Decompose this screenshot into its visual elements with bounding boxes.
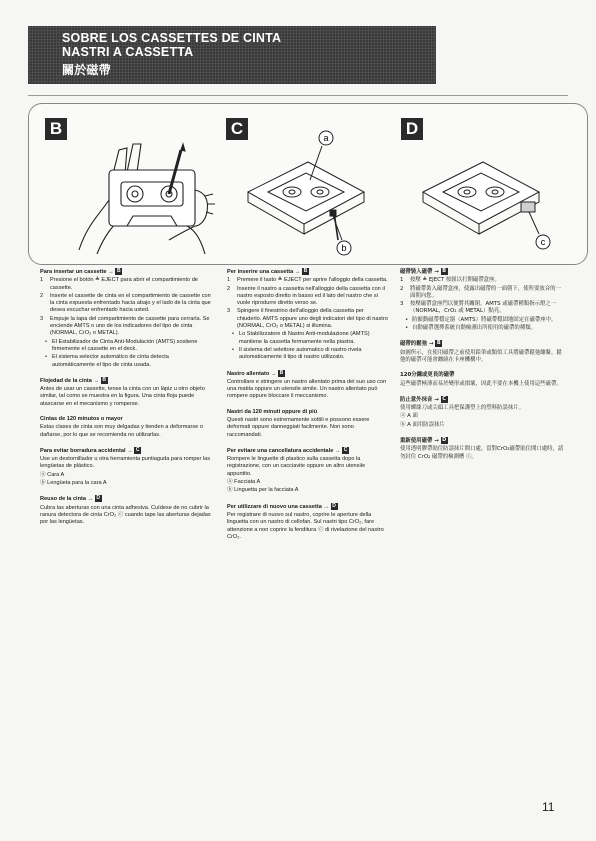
section-120min bbox=[227, 409, 389, 439]
title-spanish: SOBRE LOS CASSETTES DE CINTA bbox=[62, 31, 282, 45]
section-insert bbox=[400, 268, 566, 332]
list-item: 3 Empuje la tapa del compartimiento de cassette para cerrarla. Se enciende AMTS o uno de los indicadores del tipo de cinta (NORMAL, CrO₂ o METAL). bbox=[40, 315, 210, 337]
svg-text:b: b bbox=[341, 243, 347, 253]
paragraph: 使用螺絲刀或尖頭工具把保護塑上的塑料防誤抹片。 bbox=[400, 405, 524, 412]
header-divider bbox=[28, 95, 568, 96]
section-heading: Flojedad de la cinta → B bbox=[40, 376, 106, 384]
legend-b: ⓑ Linguetta per la facciata A bbox=[227, 487, 299, 494]
paragraph: 這些磁帶極薄而易於變形或損壞，因此不要在本機上使用這些磁帶。 bbox=[400, 380, 562, 387]
figure-label-b: B bbox=[45, 118, 67, 140]
legend-b: ⓑ A 面用防誤抹片 bbox=[400, 421, 445, 428]
list-item: 1 按壓 ≜ EJECT 按鈕以打開磁帶盒座。 bbox=[400, 277, 500, 284]
paragraph: Cubra las aberturas con una cinta adhesiva. Cuídese de no cubrir la ranura detectora de cinta CrO₂ ⓒ cuando tape las aberturas dejadas por las lengüetas. bbox=[40, 504, 211, 526]
figure-d-cover-openings bbox=[409, 122, 569, 262]
paragraph: Rompere le linguette di plastico sulla cassetta dopo la registrazione, con un cacciavite oppure un altro utensile appuntito. bbox=[227, 456, 366, 477]
list-item: 2 Inserire il nastro a cassetta nell'alloggio della cassetta con il nastro esposto diretto in basso ed il lato del nastro che si vuole riprodurre diretto verso se. bbox=[227, 285, 385, 307]
list-item: 1 Premere il tasto ≜ EJECT per aprire l'alloggio della cassetta. bbox=[227, 277, 388, 284]
paragraph: 使用透明膠帶貼住防誤抹片開口處。當對CrO₂磁帶貼住開口處時，請勿封住 CrO₂ 磁帶的檢測槽 ⓒ。 bbox=[400, 446, 564, 460]
paragraph: 如圖所示，在使用磁帶之前使用鉛筆或類似工具將磁帶鬆弛繃緊。鬆弛的磁帶可能會纏繞在卡座機構中。 bbox=[400, 349, 562, 363]
paragraph: Controllare e stringere un nastro allentato prima del suo uso con una matita oppure un utensile simile. Un nastro allentato può rompere oppure bloccare il meccanismo. bbox=[227, 378, 387, 400]
section-heading: Nastro allentato → B bbox=[227, 369, 284, 377]
list-item: 3 按壓磁帶盒座門以便將其關閉。AMTS 或磁帶種類指示燈之一（NORMAL，CrO₂ 或 METAL）點亮。 bbox=[400, 301, 557, 315]
column-chinese bbox=[400, 268, 566, 469]
svg-text:c: c bbox=[540, 237, 546, 247]
page-number: 11 bbox=[542, 800, 555, 814]
section-reuse bbox=[40, 495, 212, 526]
bullet-item: • Il sistema del selettore automatico di nastro rivela automaticamente il tipo di nastro utilizzato. bbox=[227, 347, 389, 362]
bullet-item: • El sistema selector automático de cinta detecta automáticamente el tipo de cinta usada. bbox=[40, 354, 212, 369]
paragraph: Antes de usar un cassette, tense la cinta con un lápiz u otro objeto similar, tal como se muestra en la figura. Una cinta floja puede atascarse en el mecanismo y romperse. bbox=[40, 386, 205, 407]
section-heading: Reuso de la cinta → D bbox=[40, 495, 101, 503]
svg-text:a: a bbox=[323, 133, 329, 143]
column-spanish bbox=[40, 268, 212, 535]
section-heading: Nastri da 120 minuti oppure di più bbox=[227, 408, 318, 415]
paragraph: Use un destornillador u otra herramienta puntiaguda para romper las lengüetas de plástico. bbox=[40, 456, 211, 470]
column-italian bbox=[227, 268, 389, 549]
list-item: 1 Presione el botón ≜ EJECT para abrir el compartimiento de cassette. bbox=[40, 277, 198, 291]
section-heading: Per utilizzare di nuovo una cassetta → D bbox=[227, 502, 336, 510]
section-heading: 重新使用磁帶 → D bbox=[400, 437, 447, 445]
section-120min bbox=[40, 416, 212, 439]
section-insert bbox=[227, 268, 389, 362]
section-erase bbox=[40, 447, 212, 487]
header-banner bbox=[28, 26, 436, 84]
bullet-item: • 防顫動磁帶穩定器（AMTS）將磁帶穩固地固定在磁帶座中。 bbox=[400, 317, 566, 324]
bullet-item: • Lo Stabilizzatore di Nastro Anti-modulazione (AMTS) mantiene la cassetta fermamente nella piastra. bbox=[227, 331, 389, 346]
section-reuse bbox=[400, 437, 566, 461]
callout-a bbox=[319, 131, 333, 145]
callout-c bbox=[536, 235, 550, 249]
section-heading: 防止意外抹音 → C bbox=[400, 395, 446, 403]
section-heading: 磁帶的鬆弛 → B bbox=[400, 340, 441, 348]
bullet-item: • El Estabilizador de Cinta Anti-Modulación (AMTS) sostiene firmemente el cassette en el deck. bbox=[40, 339, 212, 354]
legend-a: ⓐ Facciata A bbox=[227, 479, 261, 486]
section-slack bbox=[40, 377, 212, 408]
legend-a: ⓐ A 面 bbox=[400, 413, 418, 420]
callout-b bbox=[337, 241, 351, 255]
section-insert bbox=[40, 268, 212, 369]
section-slack bbox=[400, 340, 566, 364]
section-heading: Para evitar borradura accidental → C bbox=[40, 446, 140, 454]
section-erase bbox=[400, 396, 566, 429]
section-erase bbox=[227, 447, 389, 495]
section-heading: Per evitare una cancellatura accidentale → C bbox=[227, 446, 348, 454]
section-120min bbox=[400, 372, 566, 388]
paragraph: Estas clases de cinta son muy delgadas y tienden a deformarse o dañarse, por lo que se recomienda no utilizarlas. bbox=[40, 424, 203, 438]
section-heading: 磁帶裝入磁帶 → B bbox=[400, 268, 447, 275]
section-slack bbox=[227, 370, 389, 401]
figure-label-d: D bbox=[401, 118, 423, 140]
figure-c-break-tabs bbox=[234, 122, 384, 262]
paragraph: Per registrare di nuovo sul nastro, coprire le aperture della linguetta con un nastro di cellofan. Sul nastri tipo CrO₂, fare attenzione a non coprire la fenditura ⓒ di rivelazione del nastro CrO₂. bbox=[227, 511, 384, 540]
list-item: 3 Spingere il finestrino dell'alloggio della cassetta per chiuderlo. AMTS oppure uno degli indicatori del tipo di nastro (NORMAL, CrO₂ o METAL) si illumina. bbox=[227, 308, 388, 330]
section-reuse bbox=[227, 503, 389, 541]
legend-a: ⓐ Cara A bbox=[40, 471, 65, 478]
section-heading: Para insertar un cassette → B bbox=[40, 268, 121, 275]
figure-label-c: C bbox=[226, 118, 248, 140]
bullet-item: • 自動磁帶選擇系統自動檢測出所使用的磁帶的種類。 bbox=[400, 325, 566, 332]
figure-b-tension-tape bbox=[69, 130, 219, 260]
section-heading: Cintas de 120 minutos o mayor bbox=[40, 416, 123, 423]
illustration-panel bbox=[28, 103, 588, 265]
title-chinese: 關於磁帶 bbox=[62, 63, 111, 77]
section-heading: 120分鐘或更長的磁帶 bbox=[400, 372, 455, 379]
section-heading: Per inserire una cassetta → B bbox=[227, 268, 308, 275]
legend-b: ⓑ Lengüeta para la cara A bbox=[40, 480, 107, 487]
list-item: 2 Inserte el cassette de cinta en el compartimiento de cassette con la cinta expuesta enfrentado hacia abajo y el lado de la cinta que desea escuchar enfrentado hacia usted. bbox=[40, 292, 211, 314]
title-italian: NASTRI A CASSETTA bbox=[62, 45, 194, 59]
paragraph: Questi nastri sono estremamente sottili e possono essere deformati oppure danneggiati facilmente. Non sono raccomandati. bbox=[227, 417, 370, 438]
list-item: 2 將磁帶裝入磁帶盒座，使露出磁帶的一面朝下，使所要放音的一面朝向您。 bbox=[400, 285, 561, 299]
